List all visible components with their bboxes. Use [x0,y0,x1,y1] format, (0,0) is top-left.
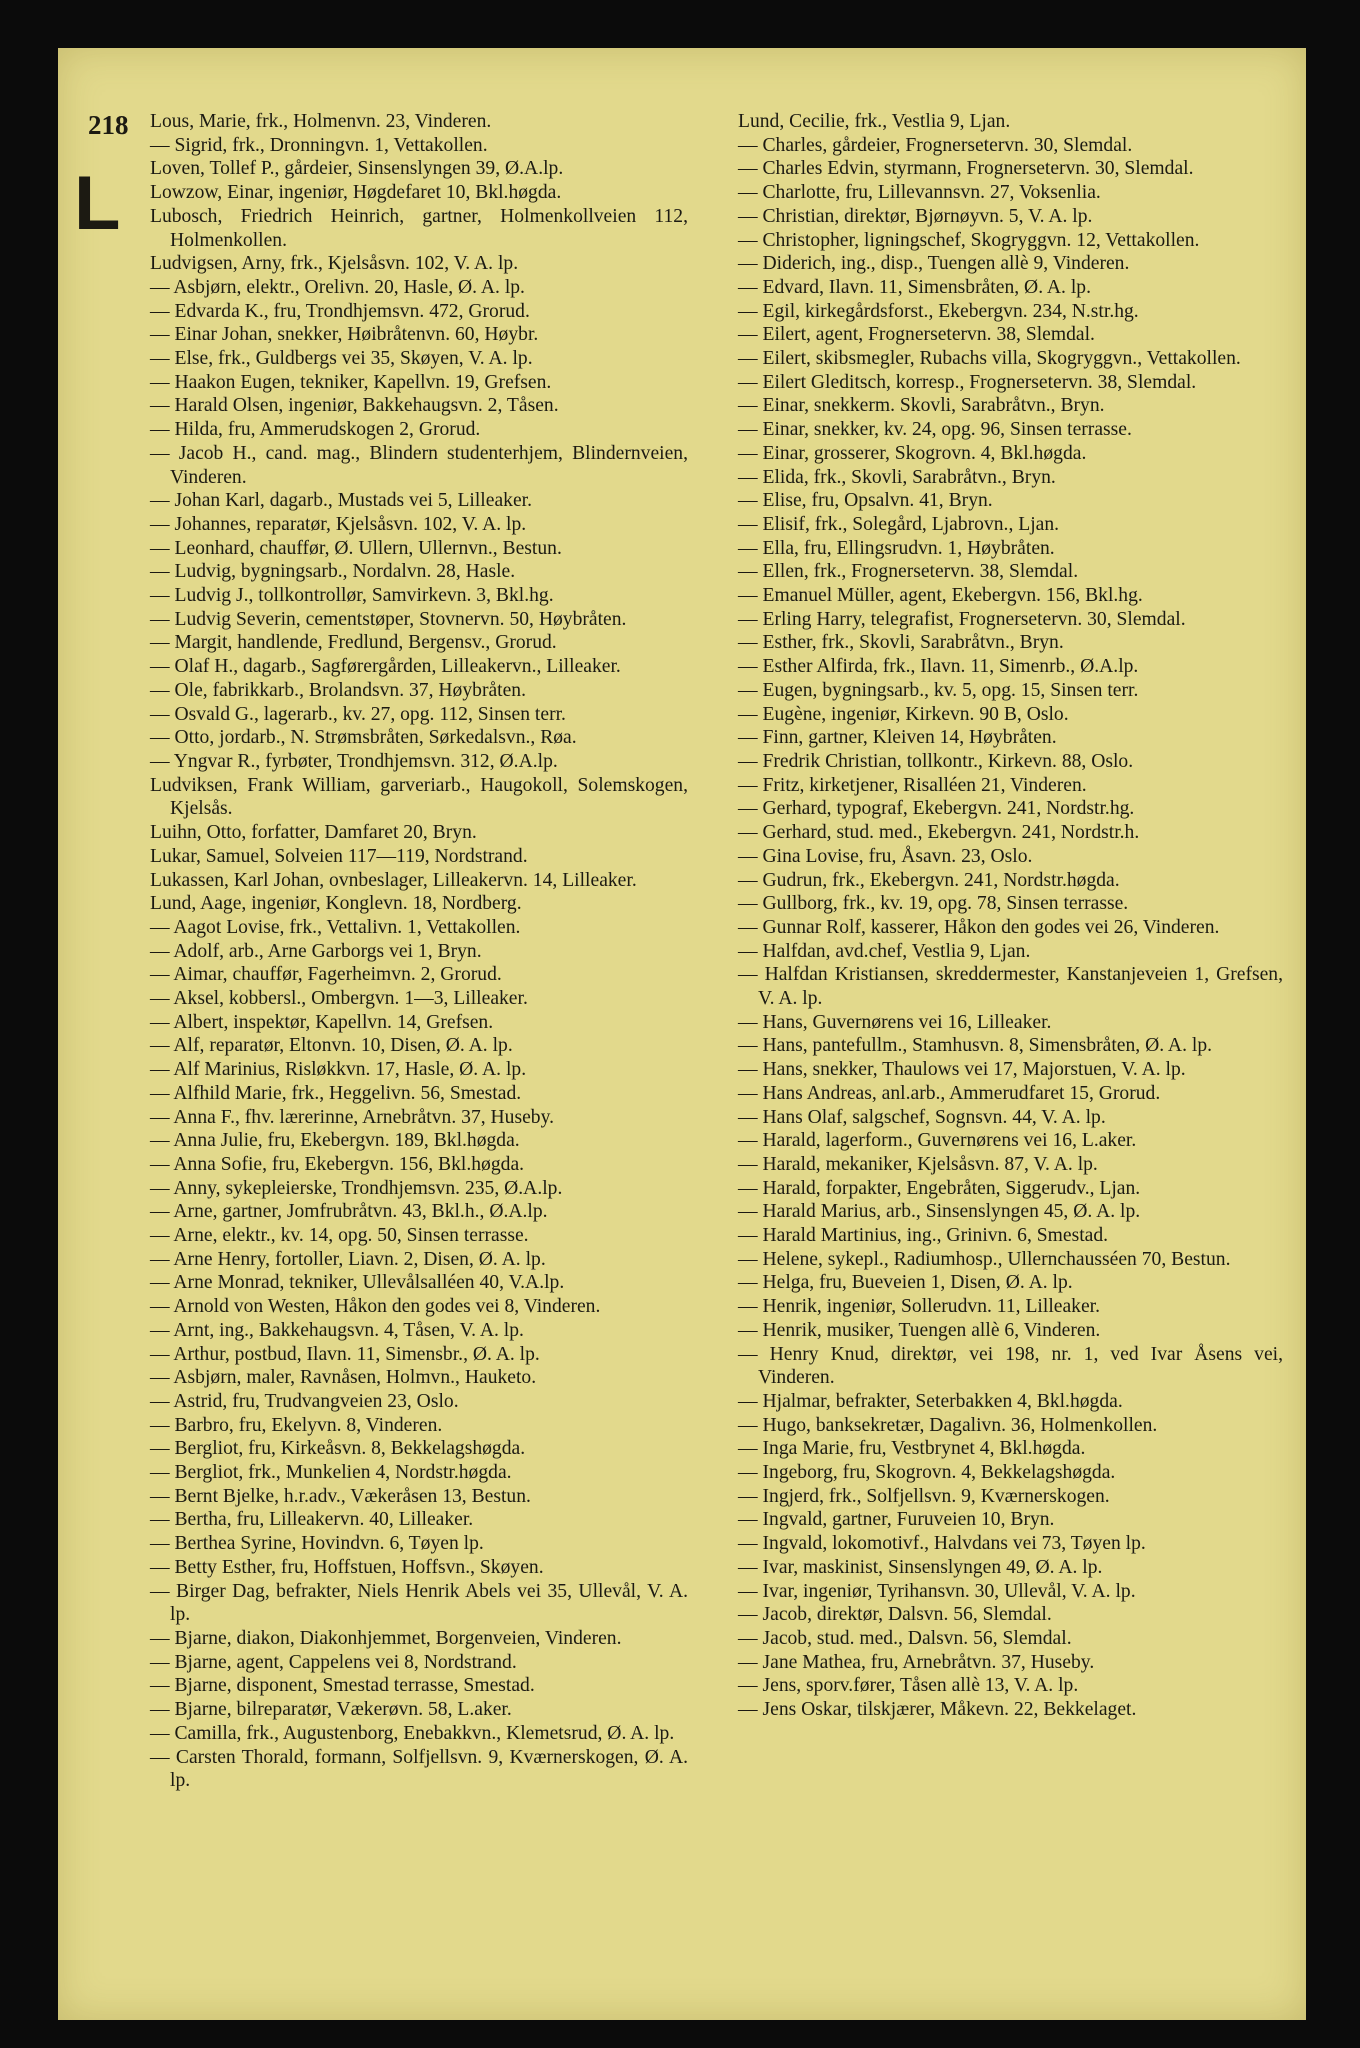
directory-entry: — Jacob, stud. med., Dalsvn. 56, Slemdal. [738,1628,1072,1649]
directory-entry: — Anny, sykepleierske, Trondhjemsvn. 235, Ø.A.lp. [150,1177,563,1199]
directory-entry: — Anna Sofie, fru, Ekebergvn. 156, Bkl.høgda. [150,1153,525,1175]
directory-entry: — Harald Marius, arb., Sinsenslyngen 45, Ø. A. lp. [738,1201,1141,1223]
directory-entry: — Ivar, maskinist, Sinsenslyngen 49, Ø. A. lp. [738,1556,1103,1578]
directory-entry: — Erling Harry, telegrafist, Frognersetervn. 30, Slemdal. [738,608,1186,630]
directory-entry: — Osvald G., lagerarb., kv. 27, opg. 112, Sinsen terr. [150,703,566,725]
directory-entry: Lous, Marie, frk., Holmenvn. 23, Vinderen. [150,111,492,132]
directory-entry: — Inga Marie, fru, Vestbrynet 4, Bkl.høgda. [738,1438,1086,1460]
directory-entry: — Aagot Lovise, frk., Vettalivn. 1, Vettakollen. [150,916,521,938]
directory-entry: Ludviksen, Frank William, garveriarb., Haugokoll, Solemskogen, Kjelsås. [150,774,688,820]
directory-entry: — Eugène, ingeniør, Kirkevn. 90 B, Oslo. [738,703,1069,725]
directory-entry: — Jane Mathea, fru, Arnebråtvn. 37, Huseby. [738,1651,1095,1673]
directory-entry: — Fredrik Christian, tollkontr., Kirkevn. 88, Oslo. [738,750,1134,772]
directory-entry: — Ivar, ingeniør, Tyrihansvn. 30, Ullevål, V. A. lp. [738,1580,1136,1602]
directory-entry: — Aksel, kobbersl., Ombergvn. 1—3, Lilleaker. [150,988,528,1010]
directory-entry: — Ellen, frk., Frognersetervn. 38, Slemdal. [738,561,1079,583]
directory-entry: — Ingeborg, fru, Skogrovn. 4, Bekkelagshøgda. [738,1462,1116,1484]
directory-entry: — Elise, fru, Opsalvn. 41, Bryn. [738,490,993,512]
directory-entry: — Barbro, fru, Ekelyvn. 8, Vinderen. [150,1414,443,1436]
directory-entry: — Harald, forpakter, Engebråten, Siggerudv., Ljan. [738,1177,1141,1199]
directory-entry: — Jens, sporv.fører, Tåsen allè 13, V. A. lp. [738,1675,1079,1697]
directory-entry: — Charles, gårdeier, Frognersetervn. 30, Slemdal. [738,134,1133,156]
directory-entry: — Ingvald, gartner, Furuveien 10, Bryn. [738,1509,1055,1531]
directory-entry: — Albert, inspektør, Kapellvn. 14, Grefsen. [150,1011,494,1033]
directory-entry: Lukar, Samuel, Solveien 117—119, Nordstrand. [150,845,528,867]
directory-entry: — Charles Edvin, styrmann, Frognersetervn. 30, Slemdal. [738,158,1194,180]
directory-entry: — Bjarne, bilreparatør, Vækerøvn. 58, L.aker. [150,1699,512,1721]
directory-entry: — Arnt, ing., Bakkehaugsvn. 4, Tåsen, V. A. lp. [150,1319,524,1341]
directory-entry: — Einar, grosserer, Skogrovn. 4, Bkl.høgda. [738,442,1087,464]
directory-entry: — Halfdan Kristiansen, skreddermester, Kanstanjeveien 1, Grefsen, V. A. lp. [738,964,1283,1010]
directory-entry: — Finn, gartner, Kleiven 14, Høybråten. [738,727,1057,749]
directory-entry: — Ingvald, lokomotivf., Halvdans vei 73, Tøyen lp. [738,1533,1146,1555]
directory-entry: — Helga, fru, Bueveien 1, Disen, Ø. A. lp. [738,1272,1073,1294]
directory-entry: — Yngvar R., fyrbøter, Trondhjemsvn. 312, Ø.A.lp. [150,750,558,772]
directory-entry: Lund, Aage, ingeniør, Konglevn. 18, Nordberg. [150,893,522,915]
directory-entry: — Margit, handlende, Fredlund, Bergensv., Grorud. [150,632,557,654]
directory-entry: — Gudrun, frk., Ekebergvn. 241, Nordstr.høgda. [738,869,1120,891]
directory-entry: Lund, Cecilie, frk., Vestlia 9, Ljan. [738,111,1011,132]
directory-entry: — Halfdan, avd.chef, Vestlia 9, Ljan. [738,940,1031,962]
directory-entry: — Anna Julie, fru, Ekebergvn. 189, Bkl.høgda. [150,1130,520,1152]
directory-entry: — Olaf H., dagarb., Sagførergården, Lilleakervn., Lilleaker. [150,656,621,678]
directory-entry: Lubosch, Friedrich Heinrich, gartner, Holmenkollveien 112, Holmenkollen. [150,205,688,251]
directory-entry: — Hans, snekker, Thaulows vei 17, Majorstuen, V. A. lp. [738,1059,1186,1081]
directory-entry: — Ole, fabrikkarb., Brolandsvn. 37, Høybråten. [150,679,527,701]
directory-page [58,48,1306,2020]
directory-entry: — Haakon Eugen, tekniker, Kapellvn. 19, Grefsen. [150,371,552,393]
directory-entry: — Jacob, direktør, Dalsvn. 56, Slemdal. [738,1604,1052,1626]
directory-entry: — Berthea Syrine, Hovindvn. 6, Tøyen lp. [150,1533,484,1555]
directory-entry: — Aimar, chauffør, Fagerheimvn. 2, Grorud. [150,964,502,986]
directory-entry: — Hjalmar, befrakter, Seterbakken 4, Bkl.høgda. [738,1390,1123,1412]
directory-entry: — Edvarda K., fru, Trondhjemsvn. 472, Grorud. [150,300,530,322]
directory-entry: — Egil, kirkegårdsforst., Ekebergvn. 234, N.str.hg. [738,300,1139,322]
directory-entry: — Harald Olsen, ingeniør, Bakkehaugsvn. 2, Tåsen. [150,395,559,417]
directory-entry: — Eilert, skibsmegler, Rubachs villa, Skogryggvn., Vettakollen. [738,348,1241,370]
directory-entry: — Esther, frk., Skovli, Sarabråtvn., Bryn. [738,632,1064,654]
directory-entry: Loven, Tollef P., gårdeier, Sinsenslyngen 39, Ø.A.lp. [150,158,564,180]
directory-entry: — Henry Knud, direktør, vei 198, nr. 1, ved Ivar Åsens vei, Vinderen. [738,1343,1283,1389]
page-number: 218 [88,110,129,140]
directory-entry: — Ludvig Severin, cementstøper, Stovnervn. 50, Høybråten. [150,608,627,630]
directory-entry: — Adolf, arb., Arne Garborgs vei 1, Bryn. [150,940,482,962]
directory-entry: — Else, frk., Guldbergs vei 35, Skøyen, V. A. lp. [150,348,533,370]
directory-entry: — Harald, mekaniker, Kjelsåsvn. 87, V. A. lp. [738,1153,1098,1175]
directory-entry: Luihn, Otto, forfatter, Damfaret 20, Bryn. [150,822,477,844]
directory-entry: — Arne Monrad, tekniker, Ullevålsalléen 40, V.A.lp. [150,1272,565,1294]
directory-entry: — Johannes, reparatør, Kjelsåsvn. 102, V. A. lp. [150,513,527,535]
directory-entry: — Henrik, musiker, Tuengen allè 6, Vinderen. [738,1319,1101,1341]
directory-entry: — Eilert, agent, Frognersetervn. 38, Slemdal. [738,324,1095,346]
directory-entry: — Bjarne, agent, Cappelens vei 8, Nordstrand. [150,1651,517,1673]
directory-entry: — Helene, sykepl., Radiumhosp., Ullernchausséen 70, Bestun. [738,1248,1231,1270]
directory-entry: — Arne, gartner, Jomfrubråtvn. 43, Bkl.h., Ø.A.lp. [150,1201,548,1223]
section-letter: L [74,161,121,246]
directory-entry: — Carsten Thorald, formann, Solfjellsvn. 9, Kværnerskogen, Ø. A. lp. [150,1746,688,1792]
right-column [738,110,1283,1722]
directory-entry: — Hans Olaf, salgschef, Sognsvn. 44, V. A. lp. [738,1106,1106,1128]
directory-entry: — Eilert Gleditsch, korresp., Frognersetervn. 38, Slemdal. [738,371,1197,393]
directory-entry: — Gerhard, typograf, Ekebergvn. 241, Nordstr.hg. [738,798,1135,820]
directory-entry: — Bergliot, frk., Munkelien 4, Nordstr.høgda. [150,1462,512,1484]
directory-entry: — Hilda, fru, Ammerudskogen 2, Grorud. [150,419,481,441]
directory-entry: — Asbjørn, elektr., Orelivn. 20, Hasle, Ø. A. lp. [150,276,525,298]
left-column [150,110,688,1793]
directory-entry: — Bjarne, disponent, Smestad terrasse, Smestad. [150,1675,535,1697]
directory-entry: — Einar, snekker, kv. 24, opg. 96, Sinsen terrasse. [738,419,1132,441]
directory-entry: — Christopher, ligningschef, Skogryggvn. 12, Vettakollen. [738,229,1200,251]
directory-entry: — Esther Alfirda, frk., Ilavn. 11, Simenrb., Ø.A.lp. [738,656,1139,678]
directory-entry: — Gerhard, stud. med., Ekebergvn. 241, Nordstr.h. [738,822,1140,844]
directory-entry: — Hans, pantefullm., Stamhusvn. 8, Simensbråten, Ø. A. lp. [738,1035,1213,1057]
directory-entry: — Astrid, fru, Trudvangveien 23, Oslo. [150,1390,459,1412]
directory-entry: — Elida, frk., Skovli, Sarabråtvn., Bryn. [738,466,1056,488]
directory-entry: — Elisif, frk., Solegård, Ljabrovn., Ljan. [738,513,1060,535]
directory-entry: — Hugo, banksekretær, Dagalivn. 36, Holmenkollen. [738,1414,1158,1436]
directory-entry: — Charlotte, fru, Lillevannsvn. 27, Voksenlia. [738,182,1101,204]
directory-entry: — Sigrid, frk., Dronningvn. 1, Vettakollen. [150,134,488,156]
directory-entry: — Jacob H., cand. mag., Blindern studenterhjem, Blindernveien, Vinderen. [150,442,688,488]
directory-entry: — Alf Marinius, Risløkkvn. 17, Hasle, Ø. A. lp. [150,1059,527,1081]
directory-entry: — Gina Lovise, fru, Åsavn. 23, Oslo. [738,845,1033,867]
directory-entry: — Hans Andreas, anl.arb., Ammerudfaret 15, Grorud. [738,1082,1161,1104]
directory-entry: — Christian, direktør, Bjørnøyvn. 5, V. A. lp. [738,205,1093,227]
directory-entry: — Asbjørn, maler, Ravnåsen, Holmvn., Hauketo. [150,1367,537,1389]
directory-entry: — Arne, elektr., kv. 14, opg. 50, Sinsen terrasse. [150,1225,529,1247]
directory-entry: — Gullborg, frk., kv. 19, opg. 78, Sinsen terrasse. [738,893,1129,915]
directory-entry: — Bertha, fru, Lilleakervn. 40, Lilleaker. [150,1509,474,1531]
directory-entry: — Harald, lagerform., Guvernørens vei 16, L.aker. [738,1130,1137,1152]
directory-entry: — Arne Henry, fortoller, Liavn. 2, Disen, Ø. A. lp. [150,1248,546,1270]
directory-entry: — Jens Oskar, tilskjærer, Måkevn. 22, Bekkelaget. [738,1699,1137,1721]
directory-entry: — Henrik, ingeniør, Sollerudvn. 11, Lilleaker. [738,1296,1100,1318]
directory-entry: — Camilla, frk., Augustenborg, Enebakkvn., Klemetsrud, Ø. A. lp. [150,1722,675,1744]
directory-entry: — Emanuel Müller, agent, Ekebergvn. 156, Bkl.hg. [738,585,1143,607]
directory-entry: — Alfhild Marie, frk., Heggelivn. 56, Smestad. [150,1082,522,1104]
directory-entry: — Bjarne, diakon, Diakonhjemmet, Borgenveien, Vinderen. [150,1628,622,1649]
directory-entry: — Otto, jordarb., N. Strømsbråten, Sørkedalsvn., Røa. [150,727,577,749]
directory-entry: — Einar, snekkerm. Skovli, Sarabråtvn., Bryn. [738,395,1105,417]
directory-entry: — Hans, Guvernørens vei 16, Lilleaker. [738,1011,1052,1033]
directory-entry: — Bernt Bjelke, h.r.adv., Vækeråsen 13, Bestun. [150,1485,531,1507]
directory-entry: — Diderich, ing., disp., Tuengen allè 9, Vinderen. [738,253,1130,275]
directory-entry: — Arthur, postbud, Ilavn. 11, Simensbr., Ø. A. lp. [150,1343,540,1365]
directory-entry: — Betty Esther, fru, Hoffstuen, Hoffsvn., Skøyen. [150,1556,544,1578]
directory-entry: Lowzow, Einar, ingeniør, Høgdefaret 10, Bkl.høgda. [150,182,562,204]
directory-entry: — Ludvig J., tollkontrollør, Samvirkevn. 3, Bkl.hg. [150,585,554,607]
directory-entry: — Gunnar Rolf, kasserer, Håkon den godes vei 26, Vinderen. [738,916,1220,938]
directory-entry: — Alf, reparatør, Eltonvn. 10, Disen, Ø. A. lp. [150,1035,513,1057]
directory-entry: — Johan Karl, dagarb., Mustads vei 5, Lilleaker. [150,490,532,512]
directory-entry: — Einar Johan, snekker, Høibråtenvn. 60, Høybr. [150,324,539,346]
directory-entry: — Arnold von Westen, Håkon den godes vei 8, Vinderen. [150,1296,601,1318]
directory-entry: — Anna F., fhv. lærerinne, Arnebråtvn. 37, Huseby. [150,1106,555,1128]
directory-entry: — Eugen, bygningsarb., kv. 5, opg. 15, Sinsen terr. [738,679,1139,701]
directory-entry: — Ludvig, bygningsarb., Nordalvn. 28, Hasle. [150,561,516,583]
directory-entry: — Harald Martinius, ing., Grinivn. 6, Smestad. [738,1225,1109,1247]
directory-entry: — Ella, fru, Ellingsrudvn. 1, Høybråten. [738,537,1055,559]
directory-entry: — Leonhard, chauffør, Ø. Ullern, Ullernvn., Bestun. [150,537,562,559]
directory-entry: Ludvigsen, Arny, frk., Kjelsåsvn. 102, V. A. lp. [150,253,519,275]
directory-entry: Lukassen, Karl Johan, ovnbeslager, Lilleakervn. 14, Lilleaker. [150,869,637,891]
directory-entry: — Ingjerd, frk., Solfjellsvn. 9, Kværnerskogen. [738,1485,1110,1507]
directory-entry: — Edvard, Ilavn. 11, Simensbråten, Ø. A. lp. [738,276,1091,298]
directory-entry: — Fritz, kirketjener, Risalléen 21, Vinderen. [738,774,1087,796]
directory-entry: — Birger Dag, befrakter, Niels Henrik Abels vei 35, Ullevål, V. A. lp. [150,1580,688,1626]
directory-entry: — Bergliot, fru, Kirkeåsvn. 8, Bekkelagshøgda. [150,1438,526,1460]
